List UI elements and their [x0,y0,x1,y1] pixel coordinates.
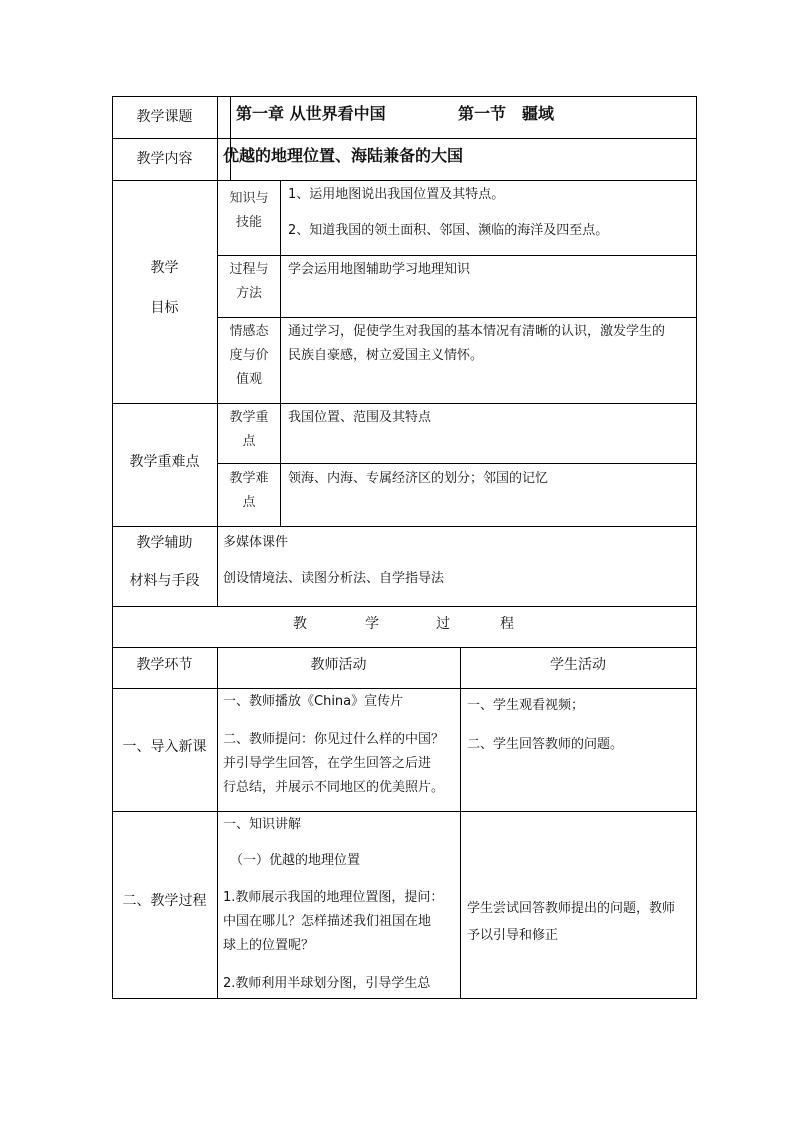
teaching-teacher-6: 2.教师利用半球划分图，引导学生总 [223,976,431,991]
process-label-2: 方法 [235,286,262,301]
process-heading-1: 教 [293,616,307,632]
topic-label: 教学课题 [136,109,193,125]
stage-teaching: 二、教学过程 [122,893,207,909]
stage-intro: 一、导入新课 [122,739,207,755]
intro-teacher-4: 行总结，并展示不同地区的优美照片。 [223,780,445,795]
emotion-label-1: 情感态 [229,324,269,339]
knowledge-item-1: 1、运用地图说出我国位置及其特点。 [288,187,505,202]
objectives-label-2: 目标 [150,300,179,316]
difficult-value: 领海、内海、专属经济区的划分；邻国的记忆 [288,471,549,486]
difficult-label-2: 点 [242,495,256,510]
objectives-label-1: 教学 [150,260,179,276]
teaching-teacher-5: 球上的位置呢？ [223,938,315,953]
intro-teacher-3: 并引导学生回答，在学生回答之后进 [223,756,432,771]
process-heading-4: 程 [500,616,514,632]
teaching-student-2: 予以引导和修正 [467,928,559,943]
knowledge-label-1: 知识与 [229,191,269,206]
knowledge-label-2: 技能 [235,215,262,230]
teaching-teacher-3: 1.教师展示我国的地理位置图，提问： [223,890,444,905]
process-heading-2: 学 [365,616,379,632]
teaching-teacher-1: 一、知识讲解 [223,817,302,832]
intro-teacher-2: 二、教师提问：你见过什么样的中国？ [223,732,445,747]
aids-label-1: 教学辅助 [136,535,193,551]
aids-value-1: 多媒体课件 [223,535,289,550]
difficult-label-1: 教学难 [229,471,269,486]
content-label: 教学内容 [136,151,193,167]
intro-student-2: 二、学生回答教师的问题。 [467,737,624,752]
emotion-value-2: 民族自豪感，树立爱国主义情怀。 [288,348,484,363]
aids-label-2: 材料与手段 [129,573,200,589]
knowledge-item-2: 2、知道我国的领土面积、邻国、濒临的海洋及四至点。 [288,223,609,238]
teaching-teacher-2: （一）优越的地理位置 [230,853,361,868]
col-stage-header: 教学环节 [136,657,193,673]
topic-section: 第一节 疆域 [458,104,555,123]
process-value: 学会运用地图辅助学习地理知识 [288,262,471,277]
key-value: 我国位置、范围及其特点 [288,410,432,425]
emotion-label-3: 值观 [235,372,262,387]
intro-student-1: 一、学生观看视频； [467,698,585,713]
key-label-2: 点 [242,434,256,449]
col-student-header: 学生活动 [550,657,606,673]
intro-teacher-1: 一、教师播放《China》宣传片 [223,694,404,709]
teaching-teacher-4: 中国在哪儿？怎样描述我们祖国在地 [223,914,432,929]
emotion-value-1: 通过学习，促使学生对我国的基本情况有清晰的认识，激发学生的 [288,324,666,339]
process-label-1: 过程与 [229,262,269,277]
topic-chapter: 第一章 从世界看中国 [236,104,386,123]
emotion-label-2: 度与价 [229,348,269,363]
col-teacher-header: 教师活动 [310,657,367,673]
content-value: 优越的地理位置、海陆兼备的大国 [223,146,464,165]
aids-value-2: 创设情境法、读图分析法、自学指导法 [223,571,445,586]
teaching-student-1: 学生尝试回答教师提出的问题，教师 [467,901,676,916]
process-heading-3: 过 [436,616,450,632]
key-label-1: 教学重 [229,410,269,425]
keypoints-label: 教学重难点 [129,454,200,470]
